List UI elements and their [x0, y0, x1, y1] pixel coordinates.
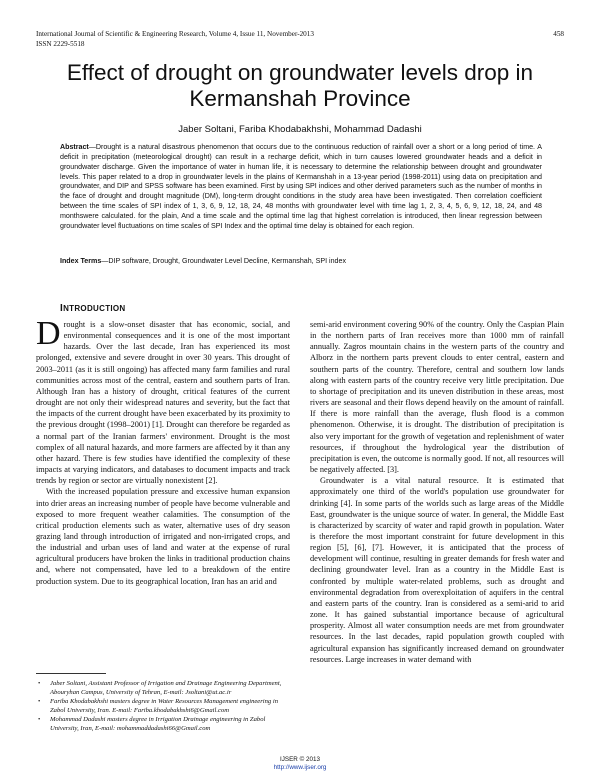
- title-line-1: Effect of drought on groundwater levels drop in: [66, 60, 534, 85]
- intro-paragraph-3: semi-arid environment covering 90% of the country. Only the Caspian Plain in the northern parts of Iran receives more than 1000 mm of rainfall annually. Zagros mountain chains in the western parts of the country and Alborz in the northern parts prevent clouds to enter central, eastern and southern parts of the country. Therefore, central and southern low lands along with eastern parts of the country receive very little precipitation. Due to shortage of precipitation and its uneven distribution in these areas, most rivers are seasonal and their flows depend heavily on the amount of rainfall. If there is more rainfall than the average, flush flood is a common phenomenon. Otherwise, it is drought. The distribution of precipitation is also very important for the growth of vegetation and replenishment of water resources, if throughout the hydrological year the distribution of precipitation is even, the outcome is normally good. If not, all resources will be negatively affected. [3].: [310, 320, 564, 475]
- footer-copyright: IJSER © 2013: [280, 756, 320, 763]
- footnote-item: • Jaber Soltani, Assistant Professor of Irrigation and Drainage Engineering Department, Abouryhan Campus, University of Tehran, E-mail: Jsoltani@ut.ac.ir: [36, 680, 290, 697]
- drop-cap: D: [36, 315, 61, 352]
- intro-paragraph-1: [36, 315, 290, 486]
- page-number: 458: [553, 30, 564, 38]
- page-footer: [36, 756, 564, 772]
- footnote-divider: [36, 673, 106, 674]
- intro-paragraph-2: With the increased population pressure and excessive human expansion into drier areas an increasing number of people have become vulnerable and exposed to more frequent weather calamities. The consumption of the critical production elements such as water, alternative uses of dry season grazing land through introduction of irrigated and non-irrigated crops, and the industrial and urban uses of land and water at the expense of rural agricultural producers have broken the links in traditional production chains and, where not compensated, have led to a breakdown of the entire production system. Due to its geographical location, Iran has an arid and: [36, 487, 290, 586]
- journal-citation: International Journal of Scientific & Engineering Research, Volume 4, Issue 11, November-2013: [36, 30, 314, 38]
- footer-url[interactable]: http://www.ijser.org: [273, 764, 327, 771]
- footnote-item: • Mohammad Dadashi masters degree in Irrigation Drainage engineering in Zabol University, Iran, E-mail: mohammaddadashi66@Gmail.com: [36, 716, 290, 733]
- footnote-item: • Fariba Khodabakhshi masters degree in Water Resources Management engineering in Zabol University, Iran. E-mail: Fariba.khodabakhshi6@Gmail.com: [36, 698, 290, 715]
- right-column: [310, 319, 564, 665]
- section-heading-introduction: [60, 303, 126, 314]
- title-line-2: Kermanshah Province: [189, 86, 411, 111]
- left-column: [36, 315, 290, 587]
- index-terms: [60, 257, 542, 267]
- paper-title: [36, 60, 564, 112]
- intro-paragraph-1-text: rought is a slow-onset disaster that has economic, social, and environmental consequences and it is one of the most important hazards. Over the last decade, Iran has experienced its most prolonged, extensive and severe drought in over 30 years. This drought of 2003–2011 (as it is still ongoing) has affected many farm families and rural communities across most of the central, eastern and southern parts of Iran. Although Iran has a history of drought, critical features of the current drought are not only their widespread natures and severity, but the fact that the impacts of the current drought have been exacerbated by its proximity to the previous drought (1998–2001) [1]. Drought can therefore be regarded as a normal part of the Iranian farmers' environment. Drought is the most complex of all natural hazards, and more farmers are affected by it than any other hazard. There is few studies have identified the complexity of these impacts at varying indicators, and databases to document impacts and track trends by region or sector are virtually nonexistent [2].: [36, 320, 290, 486]
- abstract: [60, 143, 542, 232]
- intro-paragraph-4: Groundwater is a vital natural resource. It is estimated that approximately one third of the world's population use groundwater for drinking [4]. In some parts of the worlds such as large areas of the Middle East, groundwater is the unique source of water. In general, the Middle East is characterized by scarcity of water and rapid growth in population. Water is therefore the most important constraint for future development in this region [5], [6], [7]. However, it is anticipated that the process of development will continue, resulting in greater demands for fresh water and declining groundwater level. Iran as a country in the Middle East is confronted by multiple water-related problems, such as drought and environmental degradation from overexploitation of aquifers in the central and eastern parts of the country. Iran is considered as a semi-arid to arid zone. It has gained substantial importance because of agricultural prosperity. Almost all water consumption needs are met from groundwater resources. In the last decades, rapid population growth coupled with agricultural expansion has significantly increased demand on groundwater resources. Large increases in water demand with: [310, 476, 564, 664]
- abstract-text: —Drought is a natural disastrous phenomenon that occurs due to the continuous reduction of rainfall over a short or a long period of time. A deficit in precipitation (meteorological drought) can result in a recharge deficit, which in turn causes lowered groundwater heads and a deficit in groundwater discharge. Given the importance of water in human life, it is necessary to determine the relationship between drought and groundwater levels. This paper related to a drop in groundwater levels in the plains of Kermanshah in a 13-year period (1998-2011) using data on precipitation and groundwater, and DIP and SPSS software has been examined. First by using SPI indices and other derived parameters such as the number of months in the face of drought and drought magnitude (DM), long-term drought conditions in the study area have been investigated. Then correlation coefficient between the time scales of SPI index of 1, 3, 6, 9, 12, 18, 24, 48 months with groundwater level with time lag 1, 2, 3, 4, 5, 6, 9, 12, 18, 24, and 48 monthswere calculated. for the plain, And a time scale and the optimal time lag that highest correlation is introduced, then linear regression between groundwater level fluctuations on time scales of SPI Index and the optimal time delay is obtained for each region.: [60, 143, 542, 230]
- author-footnotes: [36, 680, 290, 735]
- index-terms-text: —DIP software, Drought, Groundwater Level Decline, Kermanshah, SPI index: [101, 257, 346, 265]
- issn: ISSN 2229-5518: [36, 39, 85, 48]
- section-rest: NTRODUCTION: [63, 304, 126, 313]
- section-initial: I: [60, 303, 64, 314]
- abstract-label: Abstract: [60, 143, 89, 151]
- journal-header: [36, 30, 564, 49]
- index-terms-label: Index Terms: [60, 257, 102, 265]
- authors: Jaber Soltani, Fariba Khodabakhshi, Mohammad Dadashi: [178, 124, 422, 135]
